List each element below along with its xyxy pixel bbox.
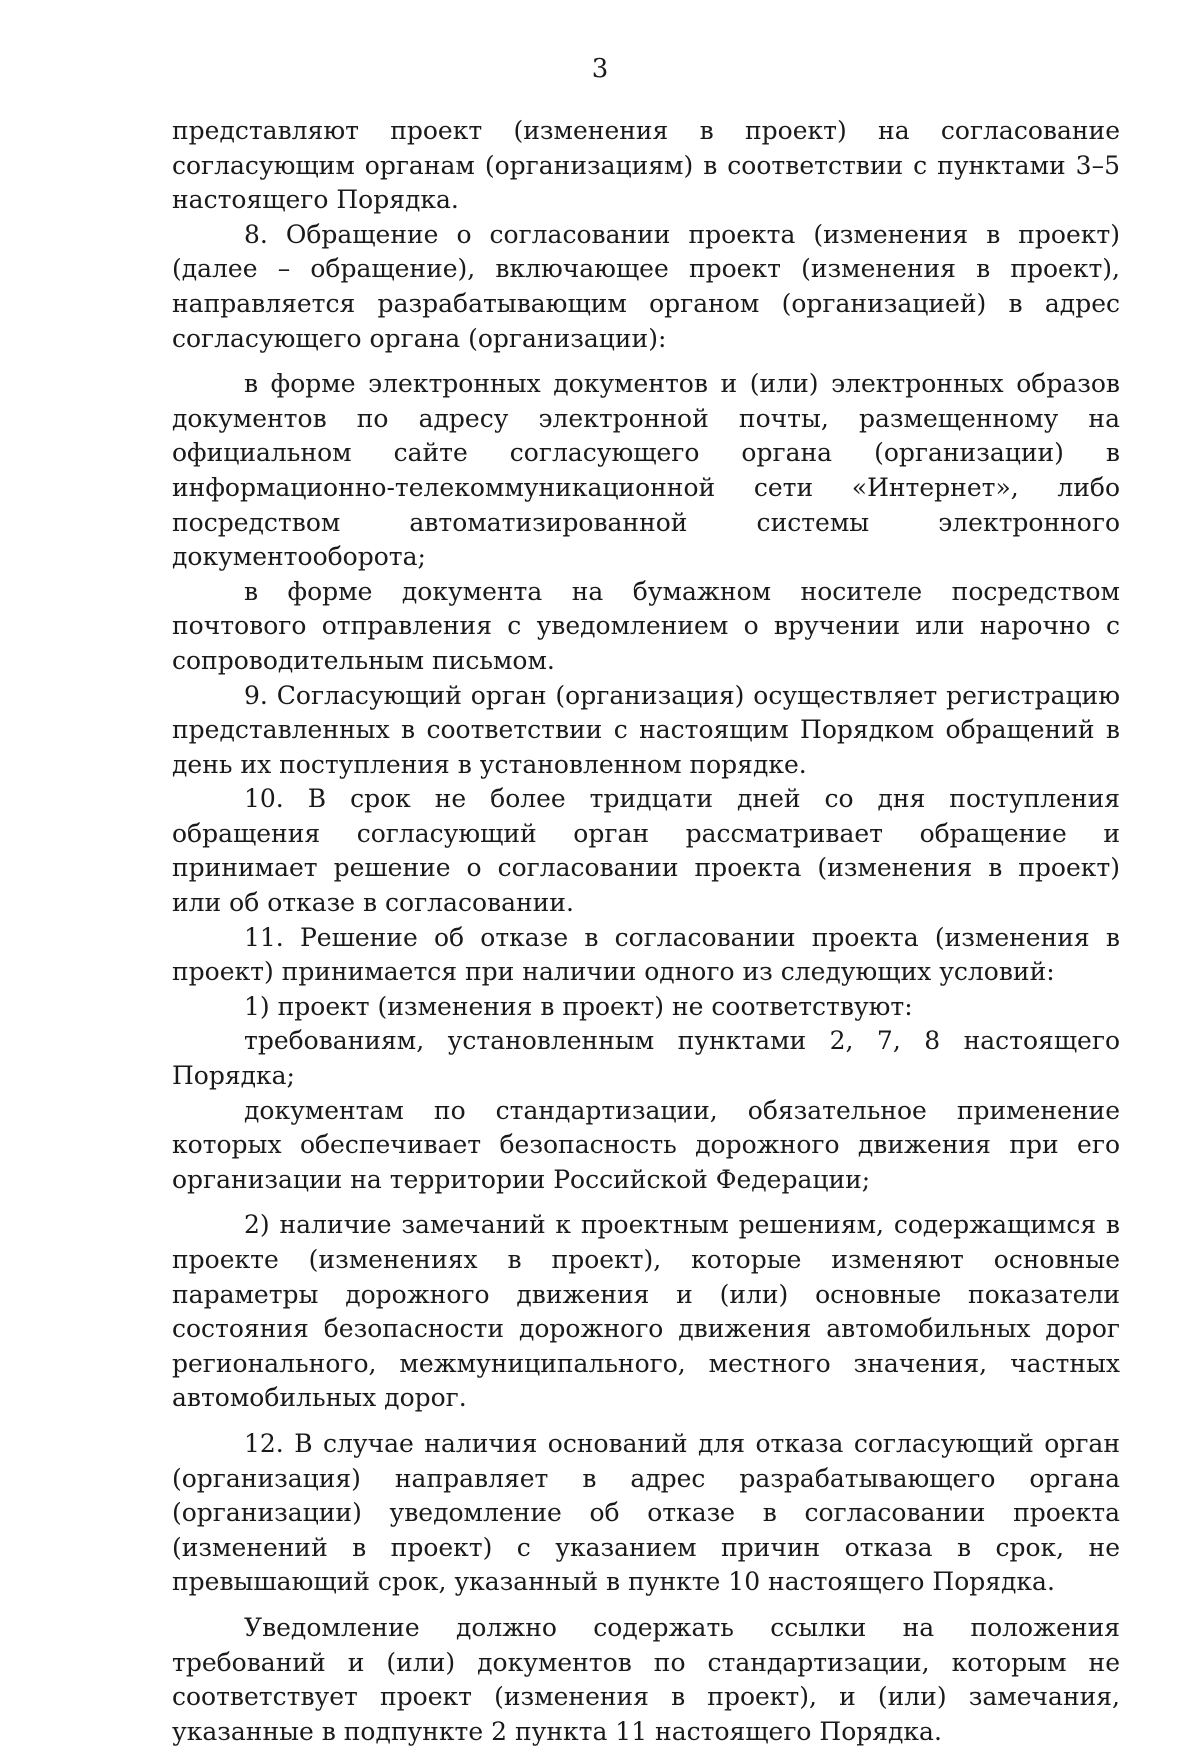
paragraph-11-item-2: 2) наличие замечаний к проектным решениям, содержащимся в проекте (изменениях в проект), которые изменяют основные параметры дорожного движения и (или) основные показатели состояния безопасности дорожного движения автомобильных дорог регионального, межмуниципального, местного значения, частных автомобильных дорог. xyxy=(172,1210,1120,1413)
paragraph-9: 9. Согласующий орган (организация) осуществляет регистрацию представленных в соответствии с настоящим Порядком обращений в день их поступления в установленном порядке. xyxy=(172,680,1120,779)
paragraph-8: 8. Обращение о согласовании проекта (изменения в проект) (далее – обращение), включающее проект (изменения в проект), направляется разрабатывающим органом (организацией) в адрес согласующего органа (организации): xyxy=(172,219,1120,353)
paragraph-11-item-1: 1) проект (изменения в проект) не соответствуют: xyxy=(244,991,913,1021)
paragraph-11-item-1-standards: документам по стандартизации, обязательное применение которых обеспечивает безопасность дорожного движения при его организации на территории Российской Федерации; xyxy=(172,1095,1120,1194)
page-number: 3 xyxy=(591,54,609,84)
document-body xyxy=(172,114,1120,1749)
paragraph-10: 10. В срок не более тридцати дней со дня поступления обращения согласующий орган рассматривает обращение и принимает решение о согласовании проекта (изменения в проект) или об отказе в согласовании. xyxy=(172,784,1120,918)
paragraph-8-electronic-form: в форме электронных документов и (или) электронных образов документов по адресу электронной почты, размещенному на официальном сайте согласующего органа (организации) в информационно-телекоммуникационной сети «Интернет», либо посредством автоматизированной системы электронного документооборота; xyxy=(172,369,1120,572)
paragraph-12-notice: Уведомление должно содержать ссылки на положения требований и (или) документов по стандартизации, которым не соответствует проект (изменения в проект), и (или) замечания, указанные в подпункте 2 пункта 11 настоящего Порядка. xyxy=(172,1612,1120,1746)
paragraph-8-paper-form: в форме документа на бумажном носителе посредством почтового отправления с уведомлением о вручении или нарочно с сопроводительным письмом. xyxy=(172,576,1120,675)
paragraph-continuation: представляют проект (изменения в проект) на согласование согласующим органам (организациям) в соответствии с пунктами 3–5 настоящего Порядка. xyxy=(172,116,1120,215)
paragraph-12: 12. В случае наличия оснований для отказа согласующий орган (организация) направляет в адрес разрабатывающего органа (организации) уведомление об отказе в согласовании проекта (изменений в проект) с указанием причин отказа в срок, не превышающий срок, указанный в пункте 10 настоящего Порядка. xyxy=(172,1428,1120,1597)
paragraph-11: 11. Решение об отказе в согласовании проекта (изменения в проект) принимается при наличии одного из следующих условий: xyxy=(172,922,1120,987)
paragraph-11-item-1-requirements: требованиям, установленным пунктами 2, 7, 8 настоящего Порядка; xyxy=(172,1026,1120,1091)
